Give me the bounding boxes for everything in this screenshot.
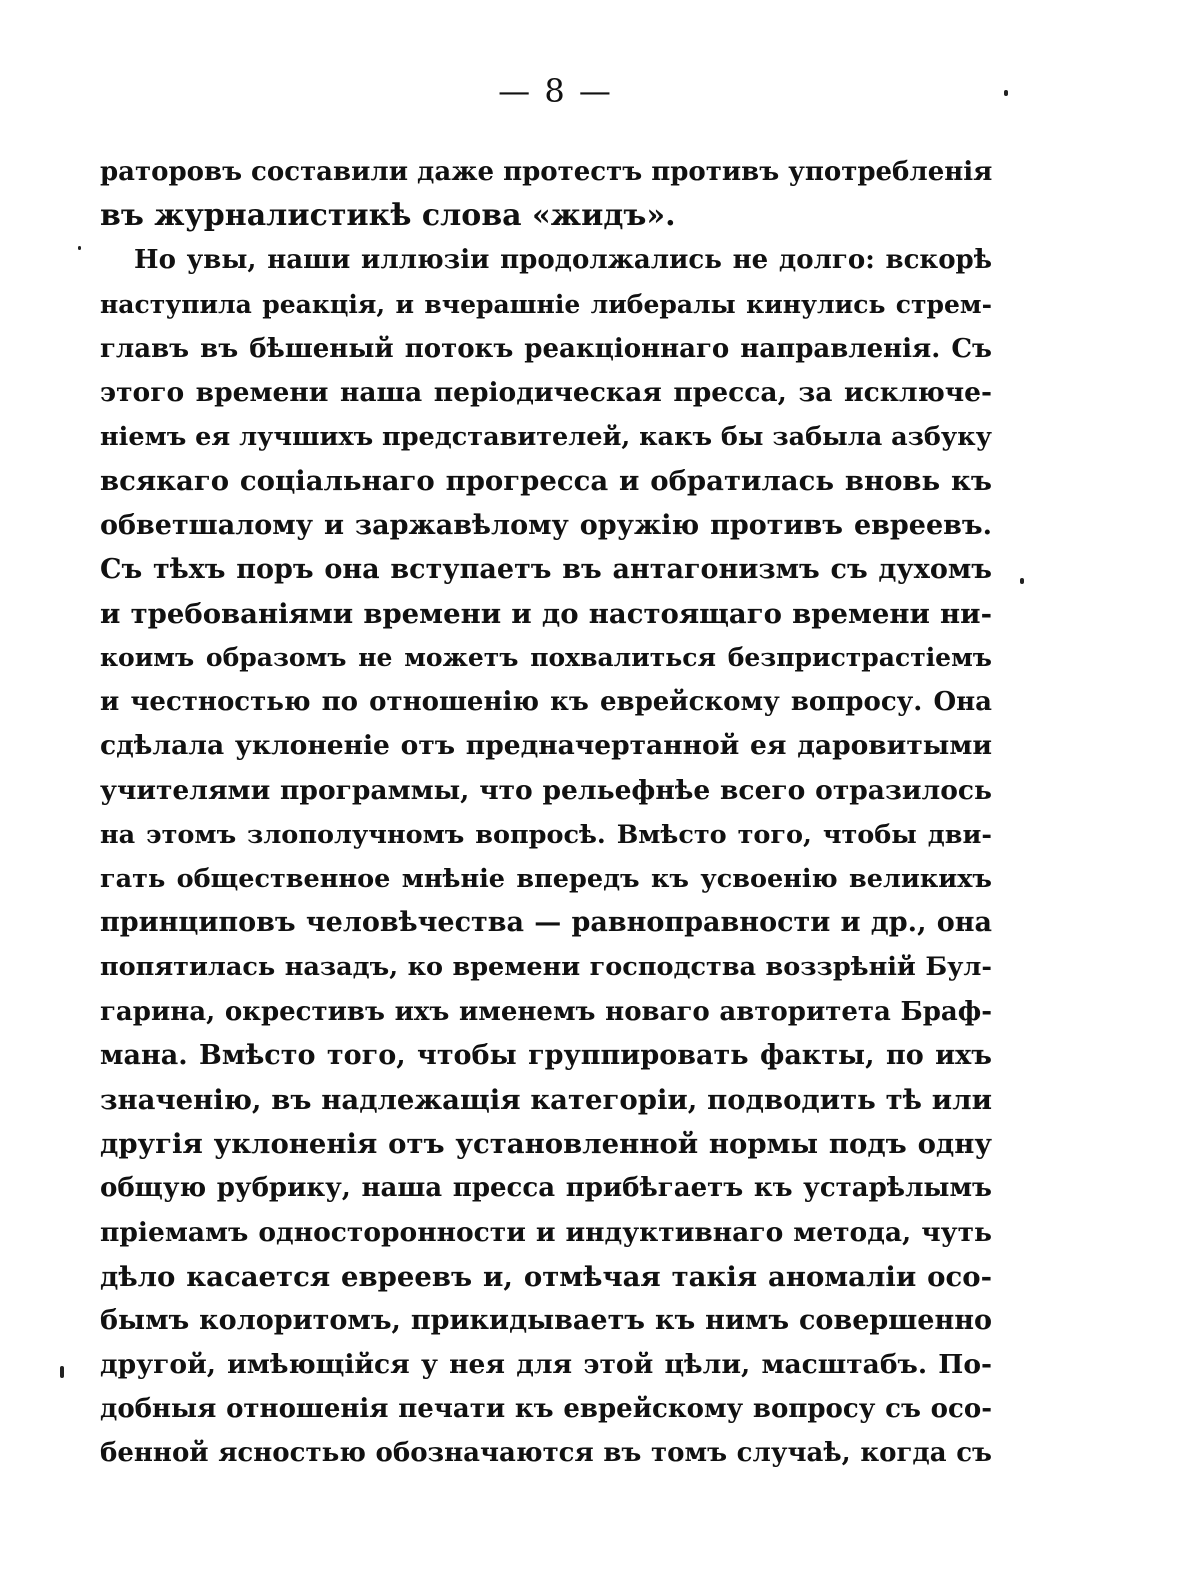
text-line: гарина, окрестивъ ихъ именемъ новаго авторитета Браф- [100,996,992,1027]
text-line: и честностью по отношенію къ еврейскому вопросу. Она [100,687,992,718]
text-line: всякаго соціальнаго прогресса и обратилась вновь къ [100,465,992,498]
text-line: бенной ясностью обозначаются въ томъ случаѣ, когда съ [100,1438,992,1469]
text-line: обветшалому и заржавѣлому оружію противъ евреевъ. [100,509,992,541]
text-line: мана. Вмѣсто того, чтобы группировать факты, по ихъ [100,1039,992,1071]
text-line: Съ тѣхъ поръ она вступаетъ въ антагонизмъ съ духомъ [100,553,992,585]
text-line: бымъ колоритомъ, прикидываетъ къ нимъ совершенно [100,1304,992,1336]
text-line: раторовъ составили даже протестъ противъ употребленія [100,157,992,187]
text-line: дѣло касается евреевъ и, отмѣчая такія аномаліи осо- [100,1260,992,1293]
text-line: ніемъ ея лучшихъ представителей, какъ бы забыла азбуку [100,422,992,453]
text-line: другія уклоненія отъ установленной нормы подъ одну [100,1128,992,1161]
text-line: Но увы, наши иллюзіи продолжались не долго: вскорѣ [134,245,992,276]
text-line: гать общественное мнѣніе впередъ къ усвоенію великихъ [100,864,992,894]
text-line: сдѣлала уклоненіе отъ предначертанной ея даровитыми [100,730,992,762]
text-line: наступила реакція, и вчерашніе либералы кинулись стрем- [100,289,992,319]
print-speck [1020,578,1024,584]
print-speck [78,246,81,250]
text-line: этого времени наша періодическая пресса, за исключе- [100,376,992,408]
text-line: пріемамъ односторонности и индуктивнаго метода, чуть [100,1216,992,1248]
text-line: другой, имѣющійся у нея для этой цѣли, масштабъ. По- [100,1349,992,1381]
page-number: — 8 — [498,72,613,110]
text-line: и требованіями времени и до настоящаго времени ни- [100,597,992,630]
text-line: въ журналистикѣ слова «жидъ». [100,198,676,234]
text-line: значенію, въ надлежащія категоріи, подводить тѣ или [100,1083,992,1116]
text-line: добныя отношенія печати къ еврейскому вопросу съ осо- [100,1394,992,1425]
print-speck [1004,90,1008,96]
text-line: попятилась назадъ, ко времени господства воззрѣній Бул- [100,952,992,983]
text-line: общую рубрику, наша пресса прибѣгаетъ къ устарѣлымъ [100,1173,992,1204]
print-speck [60,1366,64,1378]
body-text [100,150,992,1476]
text-line: принциповъ человѣчества — равноправности и др., она [100,907,992,939]
text-line: коимъ образомъ не можетъ похвалиться безпристрастіемъ [100,643,992,673]
text-line: учителями программы, что рельефнѣе всего отразилось [100,774,992,806]
text-line: на этомъ злополучномъ вопросѣ. Вмѣсто того, чтобы дви- [100,819,992,850]
text-line: главъ въ бѣшеный потокъ реакціоннаго направленія. Съ [100,333,992,364]
